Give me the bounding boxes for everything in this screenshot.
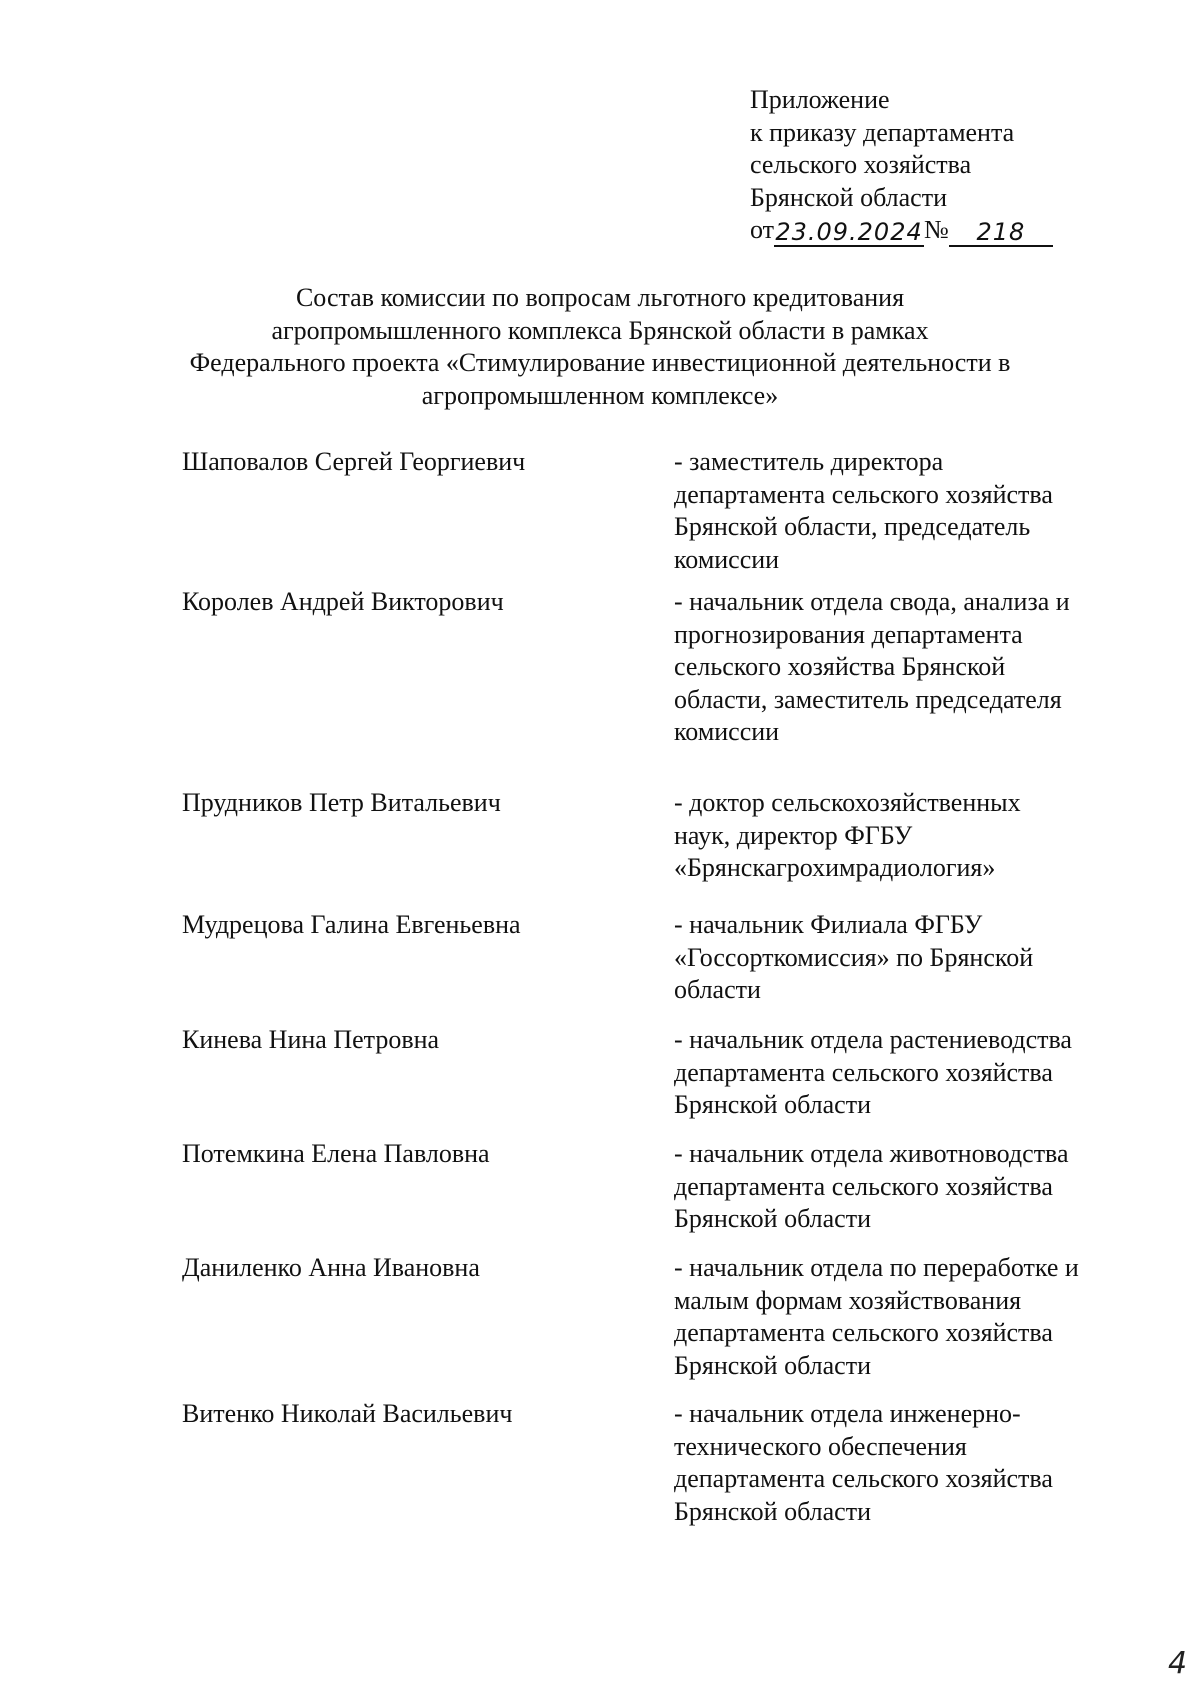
member-role-line: Брянской области [674, 1350, 871, 1380]
member-role-line: «Госсорткомиссия» по Брянской [674, 942, 1034, 972]
member-name: Кинева Нина Петровна [182, 1025, 440, 1054]
appendix-order-line: к приказу департамента [750, 117, 1015, 147]
member-role [674, 909, 1140, 1007]
appendix-header [750, 84, 1053, 247]
member-role-line: - начальник отдела свода, анализа и [674, 587, 1070, 616]
member-role-line: - начальник отдела растениеводства [674, 1025, 1072, 1054]
member-role-line: департамента сельского хозяйства [674, 1171, 1053, 1201]
appendix-region-line: Брянской области [750, 182, 947, 212]
handwritten-page-number: 4 [1168, 1646, 1188, 1681]
appendix-department-line: сельского хозяйства [750, 150, 972, 179]
member-role-line: департамента сельского хозяйства [674, 479, 1053, 509]
member-role-line: сельского хозяйства Брянской [674, 652, 1006, 681]
member-role-line: комиссии [674, 544, 780, 574]
member-role-line: департамента сельского хозяйства [674, 1318, 1053, 1347]
title-line-3: Федерального проекта «Стимулирование инвестиционной деятельности в [189, 348, 1011, 377]
title-line-1: Состав комиссии по вопросам льготного кредитования [295, 283, 905, 312]
member-role-line: малым формам хозяйствования [674, 1285, 1022, 1315]
member-role-line: департамента сельского хозяйства [674, 1057, 1053, 1087]
member-role [674, 446, 1140, 576]
member-role [674, 787, 1140, 885]
member-role-line: наук, директор ФГБУ [674, 820, 913, 850]
member-role [674, 1024, 1140, 1122]
title-line-2: агропромышленного комплекса Брянской области в рамках [271, 315, 929, 345]
member-name: Витенко Николай Васильевич [182, 1399, 513, 1428]
member-role-line: - начальник отдела инженерно- [674, 1399, 1021, 1428]
title-line-4: агропромышленном комплексе» [421, 380, 779, 410]
member-name: Мудрецова Галина Евгеньевна [182, 910, 521, 939]
member-role-line: - начальник Филиала ФГБУ [674, 910, 983, 939]
member-role-line: Брянской области [674, 1496, 871, 1526]
member-name: Шаповалов Сергей Георгиевич [182, 447, 526, 476]
member-name: Даниленко Анна Ивановна [182, 1253, 480, 1282]
member-role-line: прогнозирования департамента [674, 619, 1023, 649]
number-prefix: № [924, 215, 949, 244]
member-role-line: «Брянскагрохимрадиология» [674, 853, 996, 882]
member-role-line: технического обеспечения [674, 1431, 967, 1461]
member-role [674, 586, 1140, 749]
member-name: Прудников Петр Витальевич [182, 788, 501, 817]
member-role-line: - заместитель директора [674, 447, 944, 476]
member-role [674, 1398, 1140, 1528]
member-role-line: области, заместитель председателя [674, 684, 1062, 714]
member-role-line: - начальник отдела животноводства [674, 1139, 1069, 1168]
member-role [674, 1138, 1140, 1236]
member-role-line: департамента сельского хозяйства [674, 1464, 1053, 1493]
member-name: Потемкина Елена Павловна [182, 1139, 490, 1168]
member-name: Королев Андрей Викторович [182, 587, 504, 616]
member-role-line: Брянской области, председатель [674, 512, 1031, 541]
member-role-line: Брянской области [674, 1090, 871, 1119]
member-role [674, 1252, 1140, 1382]
order-number-handwritten: 218 [949, 219, 1053, 247]
member-role-line: - доктор сельскохозяйственных [674, 788, 1021, 817]
date-prefix: от [750, 215, 775, 244]
member-role-line: - начальник отдела по переработке и [674, 1253, 1079, 1282]
order-date-line [750, 214, 1053, 247]
document-title [0, 282, 1200, 412]
order-date-handwritten: 23.09.2024 [775, 217, 923, 246]
member-role-line: Брянской области [674, 1204, 871, 1233]
member-role-line: области [674, 975, 761, 1004]
appendix-title: Приложение [750, 85, 890, 114]
member-role-line: комиссии [674, 717, 780, 746]
